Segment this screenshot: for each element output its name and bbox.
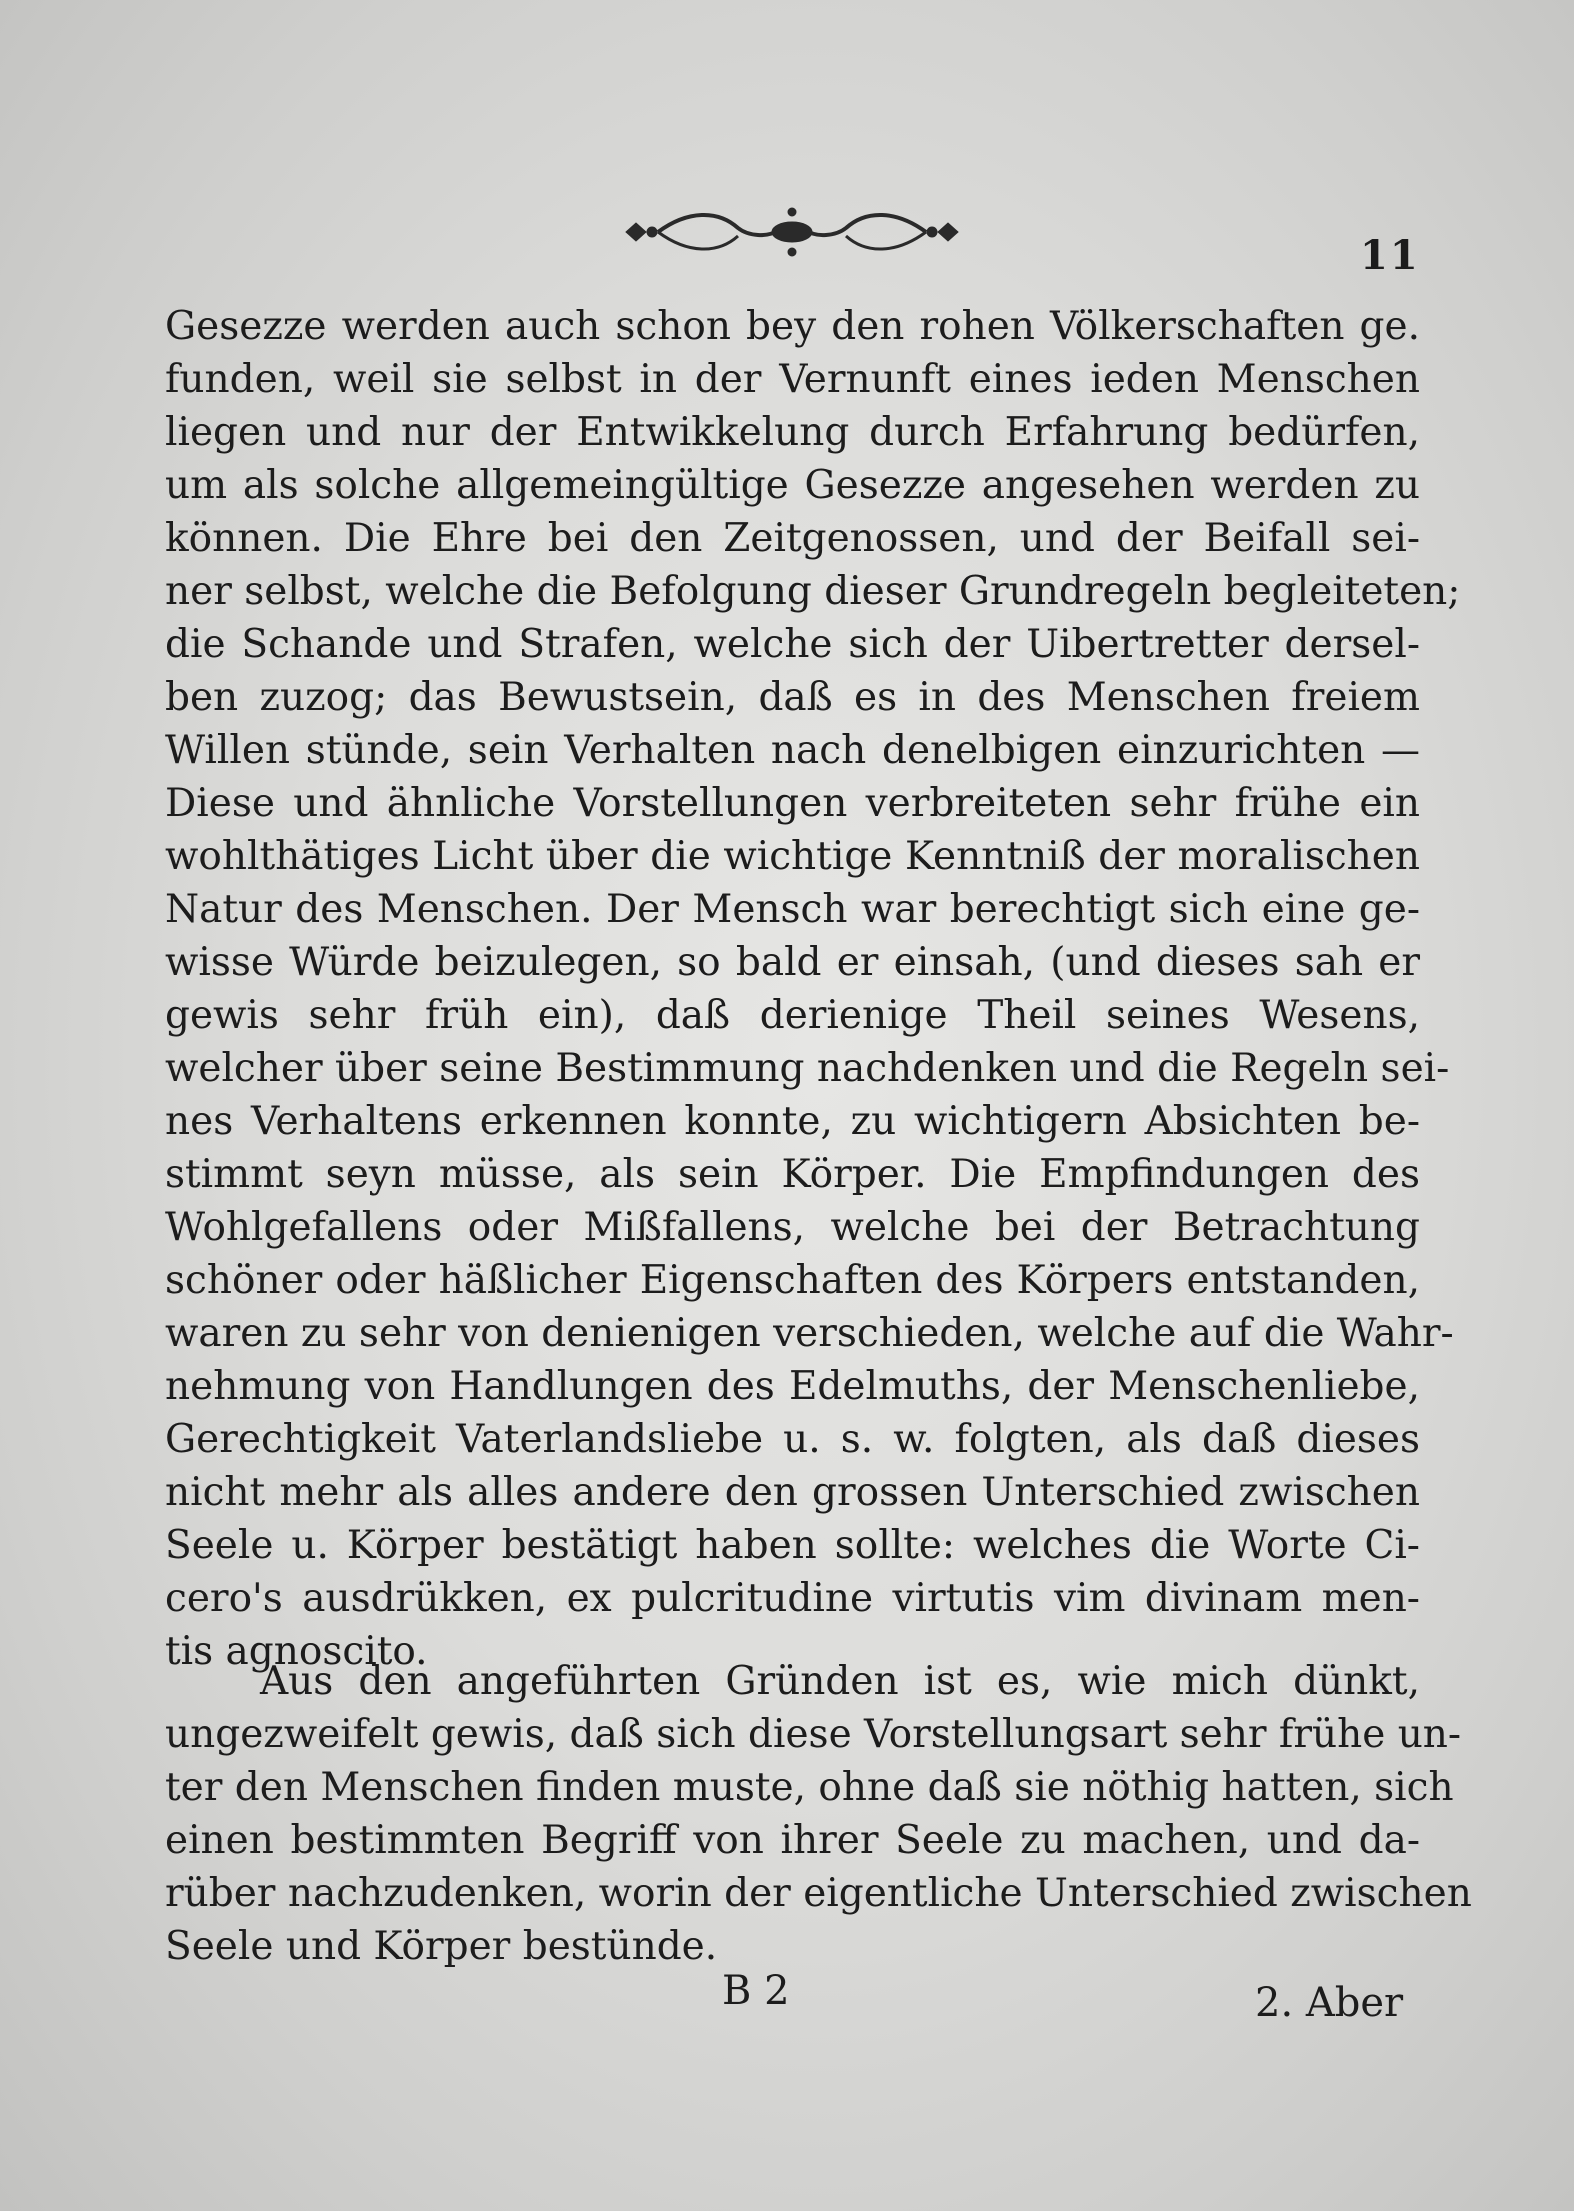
catchword: 2. Aber <box>1255 1980 1404 2026</box>
text-line: Natur des Menschen. Der Mensch war berechtigt sich eine ge- <box>165 887 1420 932</box>
text-line: Aus den angeführten Gründen ist es, wie mich dünkt, <box>260 1659 1420 1704</box>
text-line: nes Verhaltens erkennen konnte, zu wichtigern Absichten be- <box>165 1099 1420 1144</box>
text-line: wohlthätiges Licht über die wichtige Kenntniß der moralischen <box>165 834 1420 879</box>
text-line: Willen stünde, sein Verhalten nach denelbigen einzurichten — <box>165 728 1420 773</box>
text-line: ner selbst, welche die Befolgung dieser Grundregeln begleiteten; <box>165 569 1461 614</box>
text-line: liegen und nur der Entwikkelung durch Erfahrung bedürfen, <box>165 410 1420 455</box>
paragraph-2 <box>165 1655 1472 1973</box>
text-line: Gerechtigkeit Vaterlandsliebe u. s. w. folgten, als daß dieses <box>165 1417 1420 1462</box>
signature-mark: B 2 <box>722 1968 790 2014</box>
text-line: Seele u. Körper bestätigt haben sollte: welches die Worte Ci- <box>165 1523 1420 1568</box>
text-line: die Schande und Strafen, welche sich der Uibertretter dersel- <box>165 622 1420 667</box>
text-line: Seele und Körper bestünde. <box>165 1924 718 1969</box>
text-line: tis agnoscito. <box>165 1629 428 1674</box>
text-line: können. Die Ehre bei den Zeitgenossen, und der Beifall sei- <box>165 516 1420 561</box>
text-line: ungezweifelt gewis, daß sich diese Vorstellungsart sehr frühe un- <box>165 1712 1462 1757</box>
text-line: gewis sehr früh ein), daß derienige Theil seines Wesens, <box>165 993 1420 1038</box>
text-line: um als solche allgemeingültige Gesezze angesehen werden zu <box>165 463 1420 508</box>
text-line: ben zuzog; das Bewustsein, daß es in des Menschen freiem <box>165 675 1420 720</box>
text-line: funden, weil sie selbst in der Vernunft eines ieden Menschen <box>165 357 1420 402</box>
text-line: schöner oder häßlicher Eigenschaften des Körpers entstanden, <box>165 1258 1420 1303</box>
text-line: welcher über seine Bestimmung nachdenken und die Regeln sei- <box>165 1046 1450 1091</box>
page-number: 11 <box>1360 232 1420 279</box>
paragraph-1 <box>165 300 1461 1678</box>
text-line: wisse Würde beizulegen, so bald er einsah, (und dieses sah er <box>165 940 1420 985</box>
ornament-vignette-icon <box>618 200 966 264</box>
text-line: ter den Menschen finden muste, ohne daß sie nöthig hatten, sich <box>165 1765 1454 1810</box>
text-line: cero's ausdrükken, ex pulcritudine virtutis vim divinam men- <box>165 1576 1420 1621</box>
text-line: nicht mehr als alles andere den grossen Unterschied zwischen <box>165 1470 1420 1515</box>
text-line: Diese und ähnliche Vorstellungen verbreiteten sehr frühe ein <box>165 781 1420 826</box>
text-line: Gesezze werden auch schon bey den rohen Völkerschaften ge. <box>165 304 1420 349</box>
text-line: einen bestimmten Begriff von ihrer Seele zu machen, und da- <box>165 1818 1420 1863</box>
text-line: waren zu sehr von denienigen verschieden, welche auf die Wahr- <box>165 1311 1454 1356</box>
text-line: Wohlgefallens oder Mißfallens, welche bei der Betrachtung <box>165 1205 1420 1250</box>
text-line: nehmung von Handlungen des Edelmuths, der Menschenliebe, <box>165 1364 1420 1409</box>
text-line: stimmt seyn müsse, als sein Körper. Die Empfindungen des <box>165 1152 1420 1197</box>
text-line: rüber nachzudenken, worin der eigentliche Unterschied zwischen <box>165 1871 1472 1916</box>
